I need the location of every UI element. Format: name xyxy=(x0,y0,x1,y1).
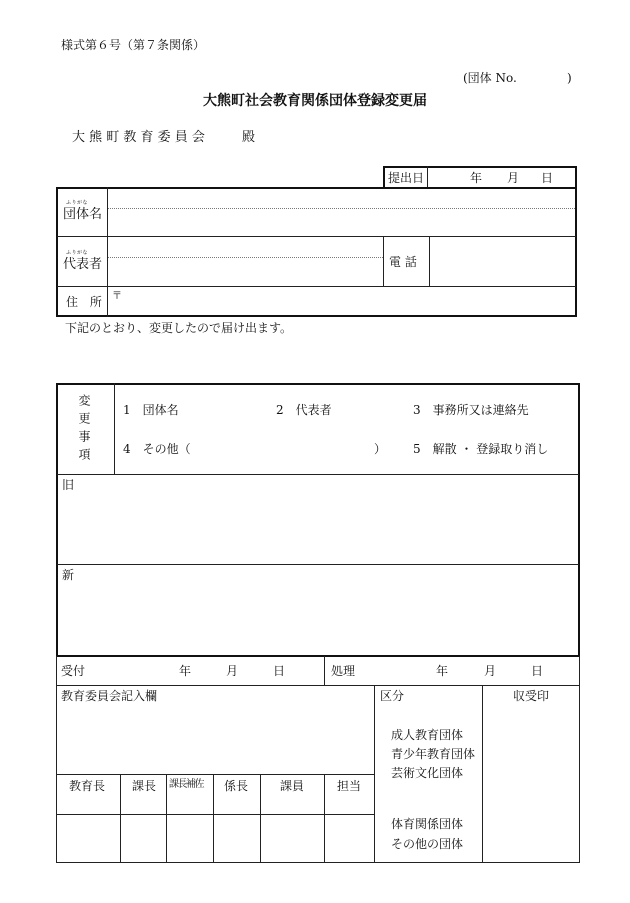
processed-day: 日 xyxy=(531,664,544,678)
phone-field[interactable] xyxy=(432,239,573,284)
change-option-representative[interactable]: 2 代表者 xyxy=(276,403,332,417)
category-youth[interactable]: 青少年教育団体 xyxy=(391,747,476,761)
receipt-stamp-area[interactable] xyxy=(484,708,578,861)
submit-date-label: 提出日 xyxy=(388,171,425,185)
change-items-label: 変更事項 xyxy=(77,394,91,466)
change-option-other[interactable]: 4 その他（ xyxy=(123,442,191,456)
change-option-dissolve[interactable]: 5 解散 ・ 登録取り消し xyxy=(413,442,549,456)
postal-mark: 〒 xyxy=(112,291,122,302)
group-name-ruby: ふりがな xyxy=(66,200,89,206)
group-name-field[interactable] xyxy=(110,211,573,234)
submit-day: 日 xyxy=(541,171,554,185)
approver-staff: 課員 xyxy=(280,779,305,793)
representative-ruby: ふりがな xyxy=(66,250,89,256)
stamp-section-chief[interactable] xyxy=(122,816,165,861)
group-no-label: (団体 No. xyxy=(463,71,517,85)
category-adult[interactable]: 成人教育団体 xyxy=(391,728,464,742)
stamp-deputy-chief[interactable] xyxy=(168,816,212,861)
change-option-office[interactable]: 3 事務所又は連絡先 xyxy=(413,403,529,417)
submit-year: 年 xyxy=(470,171,483,185)
processed-year: 年 xyxy=(436,664,449,678)
notice-text: 下記のとおり、変更したので届け出ます。 xyxy=(65,321,293,335)
submit-month: 月 xyxy=(507,171,520,185)
address-label: 住 所 xyxy=(66,295,106,309)
addressee-suffix: 殿 xyxy=(242,130,256,145)
board-entry-label: 教育委員会記入欄 xyxy=(61,689,158,703)
approver-deputy-chief: 課長補佐 xyxy=(169,779,203,790)
representative-field[interactable] xyxy=(110,260,380,284)
received-label: 受付 xyxy=(61,664,86,678)
processed-label: 処理 xyxy=(331,664,356,678)
addressee: 大 熊 町 教 育 委 員 会 xyxy=(72,130,205,145)
approver-section-chief: 課長 xyxy=(132,779,157,793)
old-label: 旧 xyxy=(62,478,75,492)
group-no-close: ) xyxy=(567,71,572,85)
change-option-other-close: ） xyxy=(374,442,387,456)
stamp-staff[interactable] xyxy=(262,816,323,861)
stamp-label: 収受印 xyxy=(513,689,550,703)
page-title: 大熊町社会教育関係団体登録変更届 xyxy=(203,93,427,109)
new-content-field[interactable] xyxy=(76,568,574,650)
phone-label: 電 話 xyxy=(389,255,417,269)
received-day: 日 xyxy=(273,664,286,678)
approver-subsection-chief: 係長 xyxy=(224,779,249,793)
received-year: 年 xyxy=(179,664,192,678)
category-arts[interactable]: 芸術文化団体 xyxy=(391,766,464,780)
category-label: 区分 xyxy=(380,689,405,703)
category-sports[interactable]: 体育関係団体 xyxy=(391,817,464,831)
received-month: 月 xyxy=(226,664,239,678)
representative-label: 代表者 xyxy=(63,257,103,272)
form-number: 様式第６号（第７条関係） xyxy=(61,38,206,52)
approver-in-charge: 担当 xyxy=(337,779,362,793)
stamp-in-charge[interactable] xyxy=(326,816,373,861)
processed-month: 月 xyxy=(484,664,497,678)
address-field[interactable] xyxy=(125,289,573,313)
stamp-superintendent[interactable] xyxy=(58,816,119,861)
category-other[interactable]: その他の団体 xyxy=(391,837,464,851)
change-option-group-name[interactable]: 1 団体名 xyxy=(123,403,179,417)
group-name-label: 団体名 xyxy=(63,207,103,222)
old-content-field[interactable] xyxy=(76,478,574,560)
new-label: 新 xyxy=(62,568,75,582)
approver-superintendent: 教育長 xyxy=(69,779,106,793)
stamp-subsection-chief[interactable] xyxy=(215,816,259,861)
